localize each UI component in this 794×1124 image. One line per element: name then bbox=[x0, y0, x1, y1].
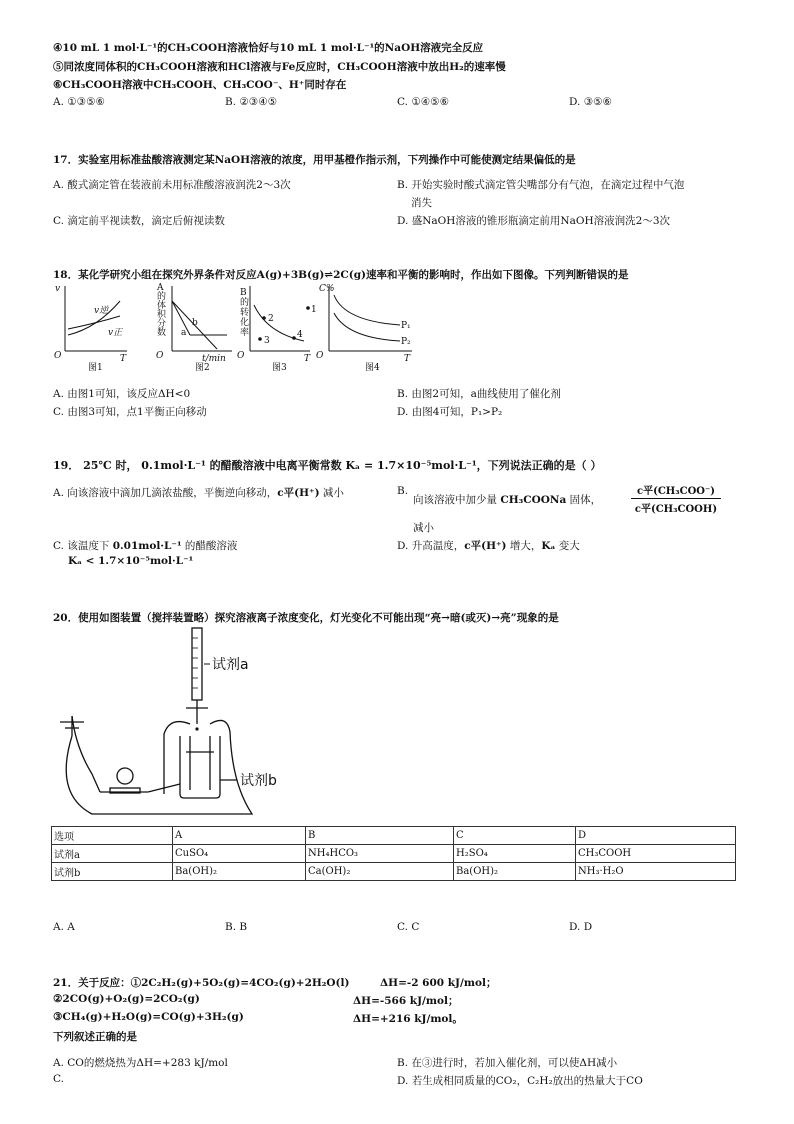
q19-option-d: D. 升高温度，c平(H⁺) 增大，Kₐ 变大 bbox=[397, 540, 580, 552]
statement-5: ⑤同浓度同体积的CH₃COOH溶液和HCl溶液与Fe反应时，CH₃COOH溶液中放出H₂的速率慢 bbox=[53, 61, 506, 73]
fig1-caption: 图1 bbox=[88, 363, 103, 373]
q18-figures bbox=[52, 283, 422, 375]
q20-apparatus bbox=[52, 624, 277, 820]
q18-option-a: A. 由图1可知，该反应ΔH<0 bbox=[53, 388, 191, 400]
fig3-point-3: 3 bbox=[264, 336, 270, 346]
q19-stem: 19． 25℃ 时， 0.1mol·L⁻¹ 的醋酸溶液中电离平衡常数 Kₐ = 1.7×10⁻⁵mol·L⁻¹，下列说法正确的是（ ） bbox=[53, 459, 602, 472]
q20-option-c: C. C bbox=[397, 921, 420, 933]
option-c: C. ①④⑤⑥ bbox=[397, 96, 449, 108]
fig3-point-4: 4 bbox=[297, 330, 303, 340]
statement-6: ⑥CH₃COOH溶液中CH₃COOH、CH₃COO⁻、H⁺同时存在 bbox=[53, 79, 347, 91]
fig1-y-label: v bbox=[55, 284, 61, 294]
q20-stem: 20．使用如图装置（搅拌装置略）探究溶液离子浓度变化，灯光变化不可能出现“亮→暗(或灭)→亮”现象的是 bbox=[53, 612, 559, 624]
q19-option-c: C. 该温度下 0.01mol·L⁻¹ 的醋酸溶液 bbox=[53, 540, 238, 552]
statement-4: ④10 mL 1 mol·L⁻¹的CH₃COOH溶液恰好与10 mL 1 mol·L⁻¹的NaOH溶液完全反应 bbox=[53, 42, 484, 54]
q21-dh-2: ΔH=-566 kJ/mol； bbox=[353, 995, 459, 1007]
q19-option-b-label: B. bbox=[397, 485, 409, 497]
q18-option-b: B. 由图2可知，a曲线使用了催化剂 bbox=[397, 388, 561, 400]
q20-table bbox=[51, 826, 736, 881]
q20-option-d: D. D bbox=[569, 921, 593, 933]
fig2-curve-a: a bbox=[181, 328, 187, 338]
option-b: B. ②③④⑤ bbox=[225, 96, 278, 108]
q17-option-a: A. 酸式滴定管在装液前未用标准酸溶液润洗2～3次 bbox=[53, 179, 291, 191]
q21-option-a: A. CO的燃烧热为ΔH=+283 kJ/mol bbox=[53, 1057, 228, 1069]
q21-option-b: B. 在③进行时，若加入催化剂，可以使ΔH减小 bbox=[397, 1057, 618, 1069]
q19-option-b-end: 减小 bbox=[413, 522, 434, 534]
fig1-origin: O bbox=[54, 351, 62, 361]
q21-reaction-3: ③CH₄(g)+H₂O(g)=CO(g)+3H₂(g) bbox=[53, 1011, 244, 1023]
q17-option-d: D. 盛NaOH溶液的锥形瓶滴定前用NaOH溶液润洗2～3次 bbox=[397, 215, 671, 227]
q21-dh-3: ΔH=+216 kJ/mol。 bbox=[353, 1013, 463, 1025]
q19-option-b: 向该溶液中加少量 CH₃COONa 固体， bbox=[413, 494, 602, 506]
fig2-origin: O bbox=[156, 351, 164, 361]
fig4-y-label: C% bbox=[319, 284, 335, 294]
fig2-x-label: t/min bbox=[202, 354, 226, 364]
q20-option-b: B. B bbox=[225, 921, 248, 933]
fig3-x-label: T bbox=[304, 354, 311, 364]
q21-prompt: 下列叙述正确的是 bbox=[53, 1031, 137, 1043]
q20-option-a: A. A bbox=[53, 921, 75, 933]
fig3-point-1: 1 bbox=[311, 305, 317, 315]
fig4-curve-p1: P₁ bbox=[401, 321, 411, 331]
fig3-y-label: B 的 转 化 率 bbox=[240, 288, 250, 338]
fig3-origin: O bbox=[237, 351, 245, 361]
fig4-x-label: T bbox=[404, 354, 411, 364]
fig3-caption: 图3 bbox=[272, 363, 287, 373]
fig1-curve-2: v正 bbox=[108, 328, 123, 338]
q17-option-b: B. 开始实验时酸式滴定管尖嘴部分有气泡，在滴定过程中气泡 bbox=[397, 179, 685, 191]
reagent-a-label: 试剂a bbox=[212, 657, 249, 673]
fig3-point-2: 2 bbox=[268, 314, 274, 324]
table-row: 试剂b Ba(OH)₂ Ca(OH)₂ Ba(OH)₂ NH₃·H₂O bbox=[52, 863, 736, 881]
fig4-caption: 图4 bbox=[365, 363, 380, 373]
fig1-x-label: T bbox=[120, 354, 127, 364]
fig2-caption: 图2 bbox=[195, 363, 210, 373]
q21-dh-1: ΔH=-2 600 kJ/mol； bbox=[380, 977, 497, 989]
table-header-row: 选项 A B C D bbox=[52, 827, 736, 845]
fig4-curve-p2: P₂ bbox=[401, 337, 411, 347]
reagent-b-label: 试剂b bbox=[240, 773, 277, 789]
fig1-curve-1: v逆 bbox=[94, 306, 109, 316]
q19-fraction: c平(CH₃COO⁻) c平(CH₃COOH) bbox=[631, 482, 721, 515]
q17-stem: 17．实验室用标准盐酸溶液测定某NaOH溶液的浓度，用甲基橙作指示剂，下列操作中可能使测定结果偏低的是 bbox=[53, 154, 576, 166]
option-a: A. ①③⑤⑥ bbox=[53, 96, 105, 108]
q19-option-a: A. 向该溶液中滴加几滴浓盐酸，平衡逆向移动，c平(H⁺) 减小 bbox=[53, 487, 344, 499]
q18-option-d: D. 由图4可知，P₁>P₂ bbox=[397, 406, 503, 418]
q21-reaction-2: ②2CO(g)+O₂(g)=2CO₂(g) bbox=[53, 993, 200, 1005]
q18-stem: 18．某化学研究小组在探究外界条件对反应A(g)+3B(g)⇌2C(g)速率和平衡的影响时，作出如下图像。下列判断错误的是 bbox=[53, 269, 629, 281]
q19-option-c-cont: Kₐ < 1.7×10⁻⁵mol·L⁻¹ bbox=[68, 555, 194, 567]
q17-option-c: C. 滴定前平视读数，滴定后俯视读数 bbox=[53, 215, 225, 227]
q21-option-d: D. 若生成相同质量的CO₂，C₂H₂放出的热量大于CO bbox=[397, 1075, 643, 1087]
fig2-curve-b: b bbox=[192, 318, 198, 328]
q18-option-c: C. 由图3可知，点1平衡正向移动 bbox=[53, 406, 207, 418]
q21-option-c: C. bbox=[53, 1073, 64, 1085]
fig2-y-label: A 的 体 积 分 数 bbox=[157, 283, 167, 338]
q17-option-b-cont: 消失 bbox=[411, 197, 432, 209]
option-d: D. ③⑤⑥ bbox=[569, 96, 612, 108]
q21-reaction-1: 21．关于反应：①2C₂H₂(g)+5O₂(g)=4CO₂(g)+2H₂O(l) bbox=[53, 977, 350, 989]
fig4-origin: O bbox=[316, 351, 324, 361]
table-row: 试剂a CuSO₄ NH₄HCO₃ H₂SO₄ CH₃COOH bbox=[52, 845, 736, 863]
